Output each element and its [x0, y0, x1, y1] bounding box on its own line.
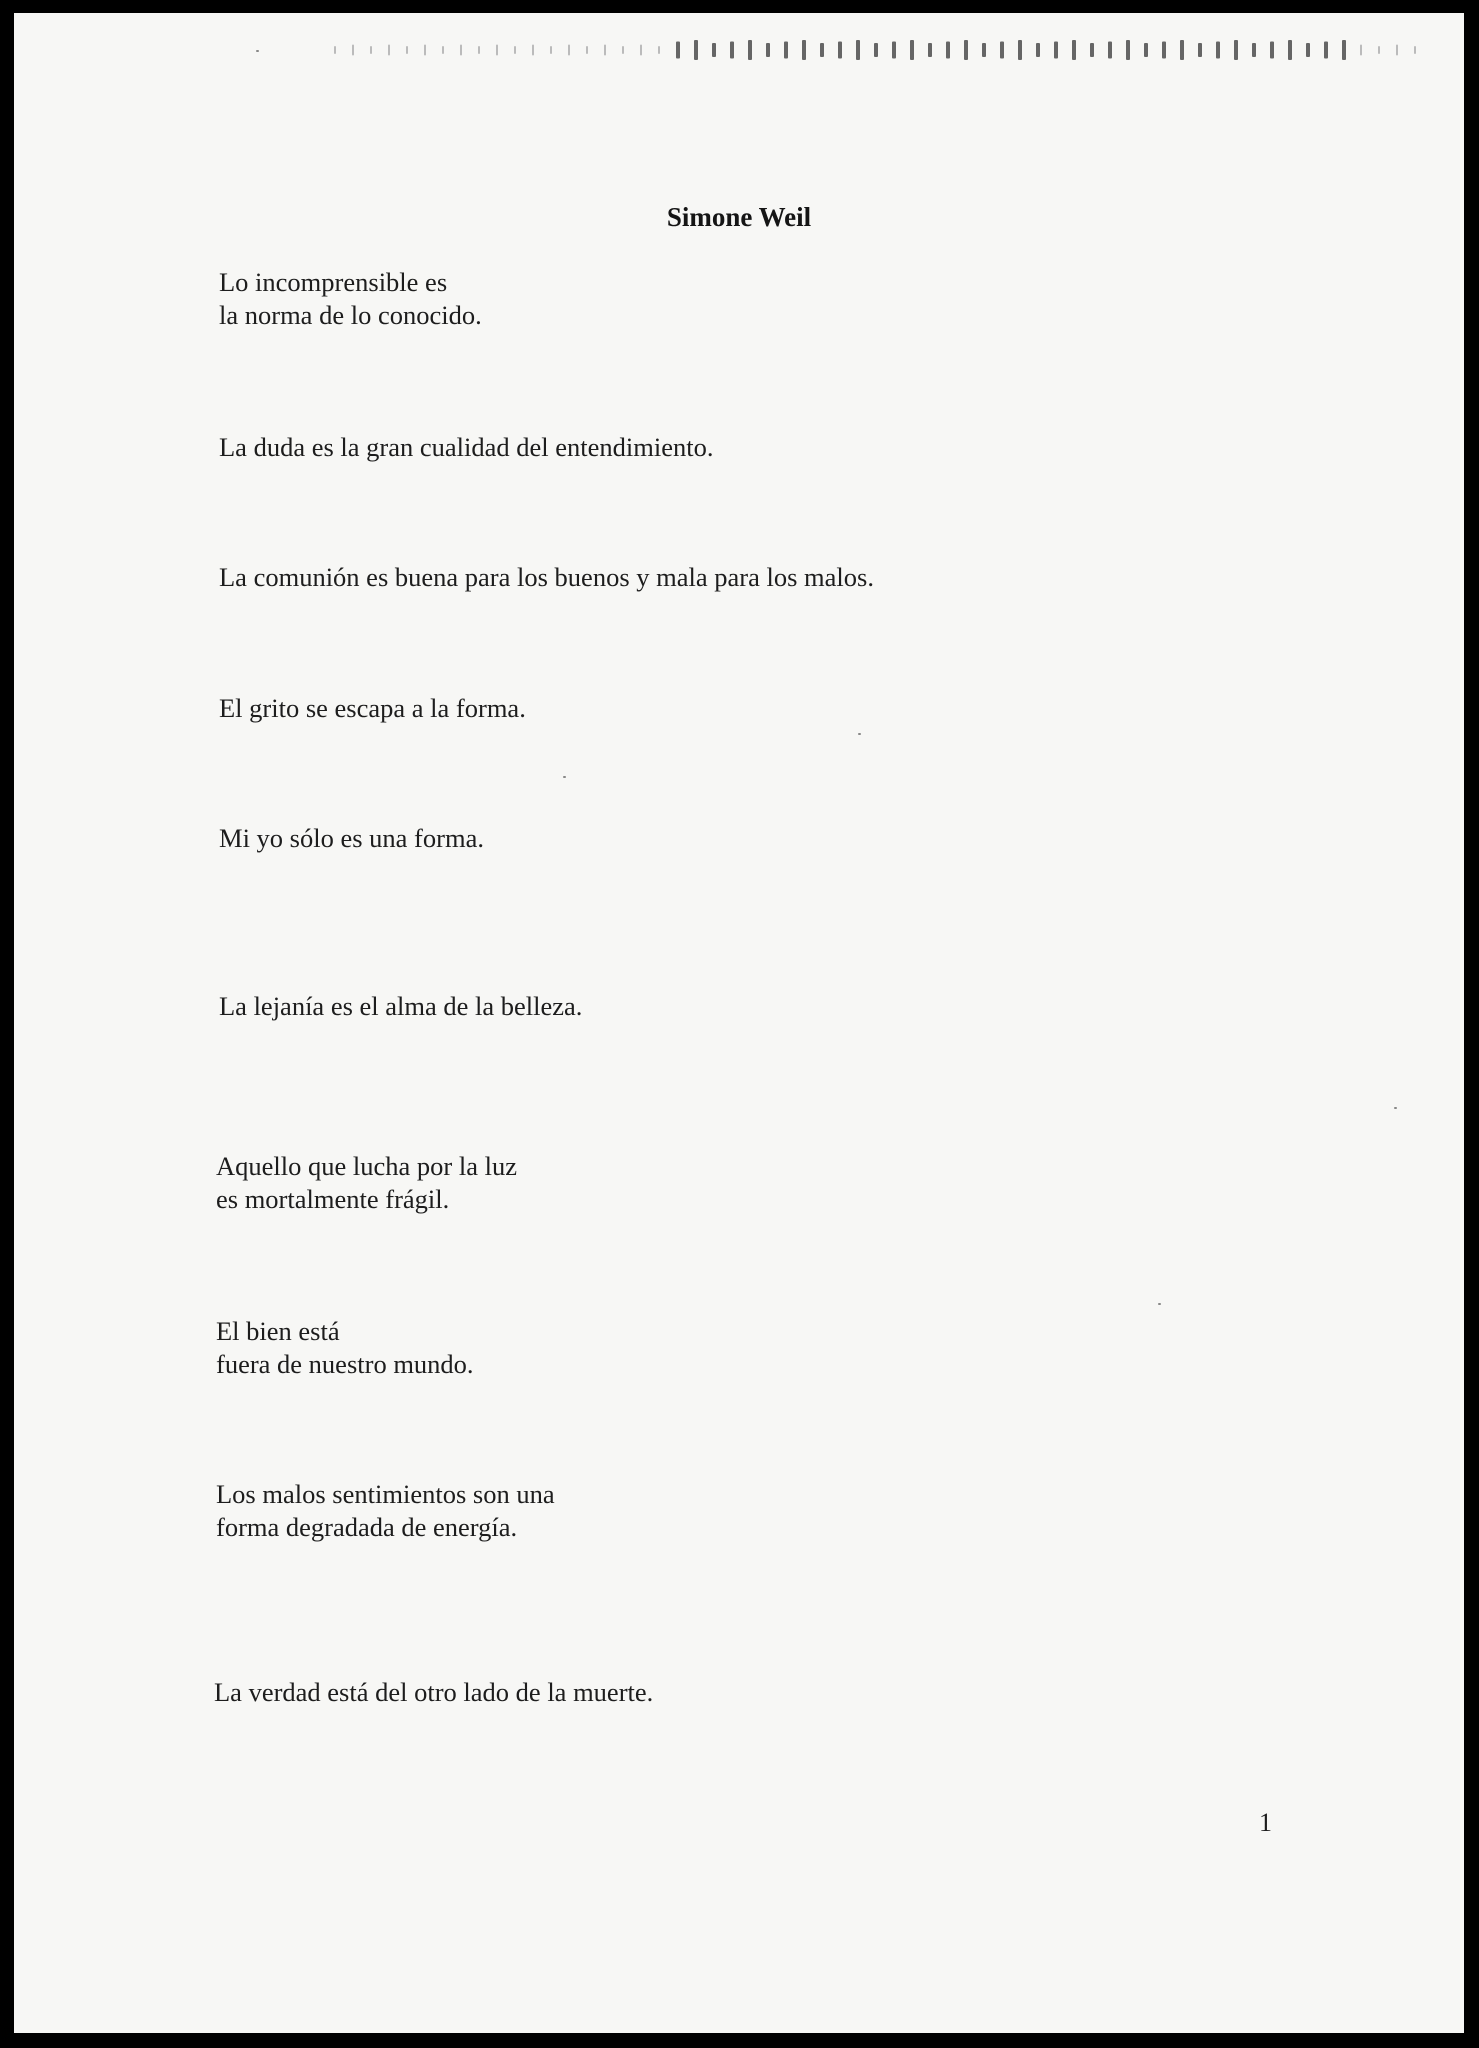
perforation-mark	[1036, 43, 1040, 57]
perforation-mark	[838, 42, 842, 59]
perforation-mark	[1414, 46, 1416, 54]
perforation-mark	[550, 46, 552, 54]
perforation-mark	[784, 42, 788, 59]
perforation-mark	[730, 42, 734, 59]
stanza-line: La comunión es buena para los buenos y mala para los malos.	[219, 562, 874, 592]
perforation-mark	[1324, 42, 1328, 59]
perforation-mark	[1144, 43, 1148, 57]
perforation-mark	[622, 46, 624, 54]
perforation-mark	[1054, 42, 1058, 59]
stanza-8	[216, 1315, 474, 1381]
paper-speck	[256, 50, 259, 52]
perforation-mark	[1162, 42, 1166, 59]
stanza-line: forma degradada de energía.	[216, 1512, 518, 1542]
document-page	[14, 13, 1464, 2033]
stanza-line: El grito se escapa a la forma.	[219, 693, 526, 723]
stanza-6	[219, 990, 582, 1023]
perforation-mark	[658, 46, 660, 54]
stanza-line: Aquello que lucha por la luz	[216, 1151, 517, 1181]
perforation-mark	[460, 45, 462, 56]
perforation-mark	[946, 42, 950, 59]
stanza-line: La lejanía es el alma de la belleza.	[219, 991, 583, 1021]
perforation-mark	[424, 45, 426, 56]
stanza-7	[216, 1150, 517, 1216]
perforation-mark	[982, 43, 986, 57]
perforation-mark	[442, 46, 444, 54]
stanza-9	[216, 1478, 555, 1544]
page-title: Simone Weil	[666, 202, 812, 232]
perforation-mark	[1342, 40, 1346, 60]
perforation-mark	[694, 40, 698, 60]
perforation-mark	[1126, 40, 1130, 60]
stanza-4	[219, 692, 526, 725]
perforation-mark	[1252, 43, 1256, 57]
perforation-mark	[568, 45, 570, 56]
stanza-3	[219, 561, 874, 594]
stanza-line: la norma de lo conocido.	[219, 300, 482, 330]
stanza-line: Los malos sentimientos son una	[216, 1479, 555, 1509]
perforation-mark	[1360, 45, 1362, 56]
perforation-mark	[604, 45, 606, 56]
perforation-mark	[1108, 42, 1112, 59]
stanza-line: fuera de nuestro mundo.	[216, 1349, 474, 1379]
perforation-mark	[496, 45, 498, 56]
paper-speck	[563, 776, 566, 778]
stanza-line: Lo incomprensible es	[219, 267, 448, 297]
perforation-mark	[1216, 42, 1220, 59]
perforation-mark	[388, 45, 390, 56]
perforation-mark	[766, 43, 770, 57]
perforation-mark	[1180, 40, 1184, 60]
stanza-line: La verdad está del otro lado de la muerte.	[214, 1677, 654, 1707]
perforation-mark	[406, 46, 408, 54]
stanza-line: La duda es la gran cualidad del entendimiento.	[219, 432, 714, 462]
perforation-mark	[478, 46, 480, 54]
perforation-mark	[874, 43, 878, 57]
perforation-mark	[892, 42, 896, 59]
perforation-mark	[586, 46, 588, 54]
perforation-mark	[1306, 43, 1310, 57]
perforation-mark	[928, 43, 932, 57]
perforation-mark	[532, 45, 534, 56]
perforation-mark	[640, 45, 642, 56]
perforation-mark	[1072, 40, 1076, 60]
perforation-mark	[334, 46, 336, 54]
perforation-mark	[1396, 45, 1398, 56]
perforation-mark	[802, 40, 806, 60]
perforation-mark	[1090, 43, 1094, 57]
page-number: 1	[1259, 1808, 1272, 1837]
stanza-10	[214, 1676, 653, 1709]
perforation-mark	[910, 40, 914, 60]
perforation-mark	[712, 43, 716, 57]
stanza-5	[219, 822, 484, 855]
perforation-mark	[1234, 40, 1238, 60]
perforation-mark	[1198, 43, 1202, 57]
stanza-2	[219, 431, 713, 464]
perforation-mark	[352, 45, 354, 56]
stanza-line: es mortalmente frágil.	[216, 1184, 450, 1214]
stanza-line: Mi yo sólo es una forma.	[219, 823, 484, 853]
perforation-marks	[104, 35, 1444, 65]
paper-speck	[858, 733, 861, 735]
perforation-mark	[370, 46, 372, 54]
perforation-mark	[1018, 40, 1022, 60]
perforation-mark	[1378, 46, 1380, 54]
stanza-line: El bien está	[216, 1316, 340, 1346]
perforation-mark	[820, 43, 824, 57]
perforation-mark	[964, 40, 968, 60]
perforation-mark	[1270, 42, 1274, 59]
perforation-mark	[514, 46, 516, 54]
stanza-1	[219, 266, 482, 332]
paper-speck	[1394, 1107, 1397, 1109]
perforation-mark	[856, 40, 860, 60]
paper-speck	[1158, 1303, 1161, 1305]
perforation-mark	[676, 42, 680, 59]
perforation-mark	[1000, 42, 1004, 59]
perforation-mark	[1288, 40, 1292, 60]
perforation-mark	[748, 40, 752, 60]
